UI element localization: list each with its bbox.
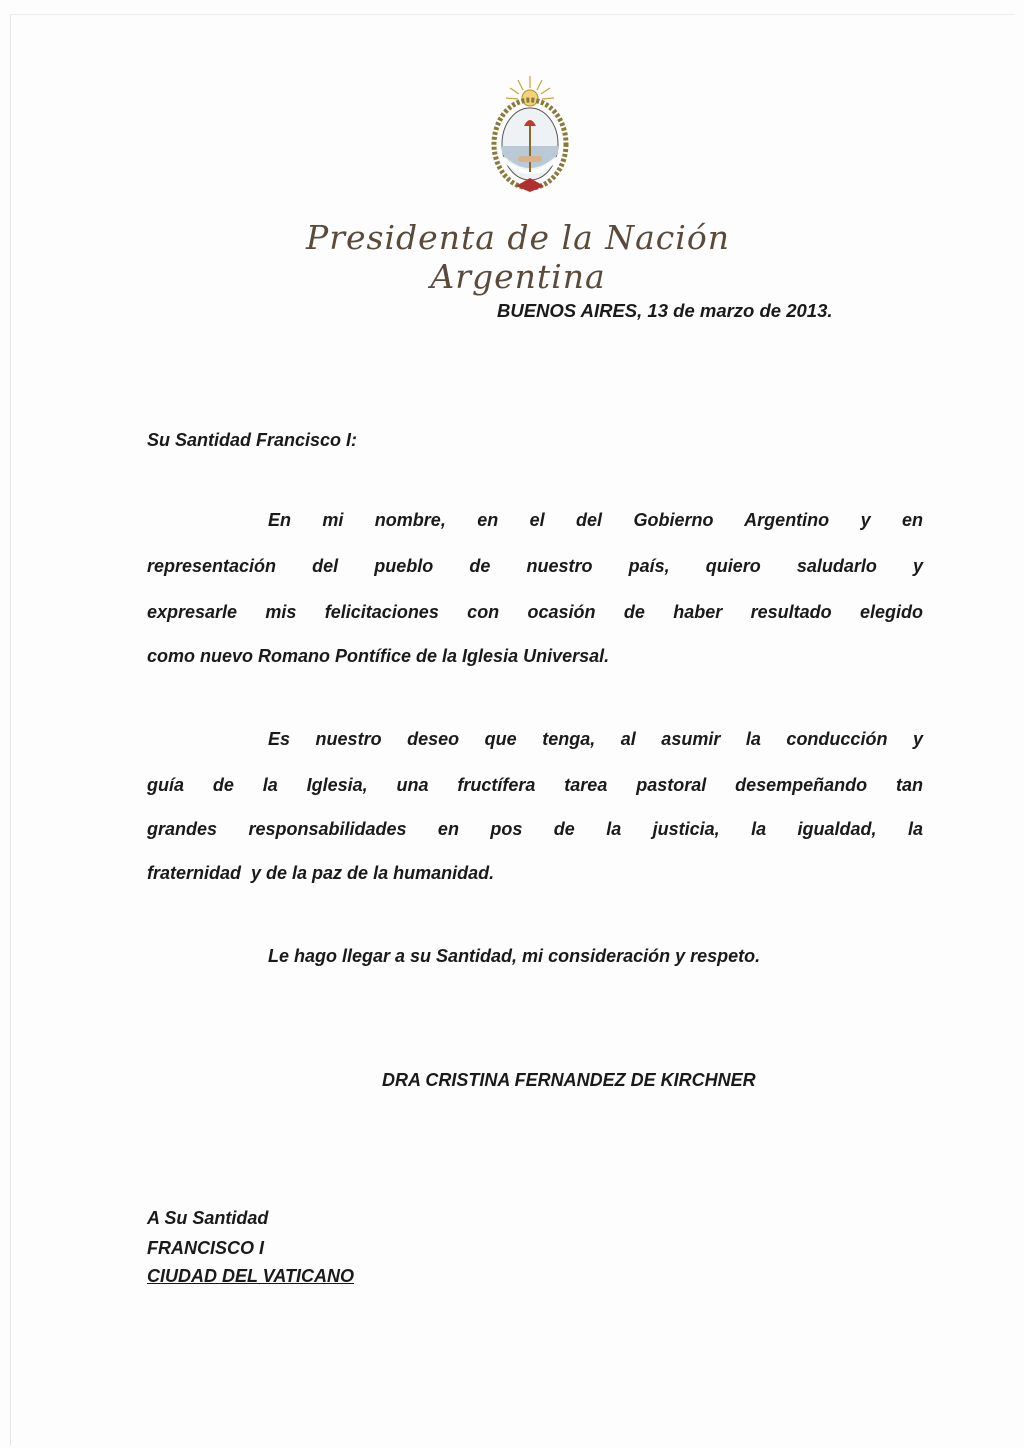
closing-line: Le hago llegar a su Santidad, mi consideración y respeto. — [268, 946, 761, 966]
paragraph-1-line: como nuevo Romano Pontífice de la Iglesia Universal. — [147, 646, 610, 666]
address-line: FRANCISCO I — [147, 1238, 264, 1258]
salutation: Su Santidad Francisco I: — [147, 430, 358, 450]
signature-name: DRA CRISTINA FERNANDEZ DE KIRCHNER — [382, 1070, 756, 1090]
paragraph-2-line: Es nuestro deseo que tenga, al asumir la conducción y — [268, 729, 923, 749]
address-line: A Su Santidad — [147, 1208, 269, 1228]
date-line: BUENOS AIRES, 13 de marzo de 2013. — [497, 300, 833, 321]
address-line: CIUDAD DEL VATICANO — [147, 1266, 354, 1286]
argentina-coat-of-arms-icon — [488, 74, 572, 196]
letterhead-title: Presidenta de la Nación Argentina — [306, 218, 730, 296]
paragraph-1-line: En mi nombre, en el del Gobierno Argentino y en — [268, 510, 923, 530]
paragraph-1-line: expresarle mis felicitaciones con ocasión de haber resultado elegido — [147, 602, 923, 622]
paragraph-1-line: representación del pueblo de nuestro país, quiero saludarlo y — [147, 556, 923, 576]
paragraph-2-line: fraternidad y de la paz de la humanidad. — [147, 863, 495, 883]
paragraph-2-line: guía de la Iglesia, una fructífera tarea pastoral desempeñando tan — [147, 775, 923, 795]
paragraph-2-line: grandes responsabilidades en pos de la justicia, la igualdad, la — [147, 819, 923, 839]
